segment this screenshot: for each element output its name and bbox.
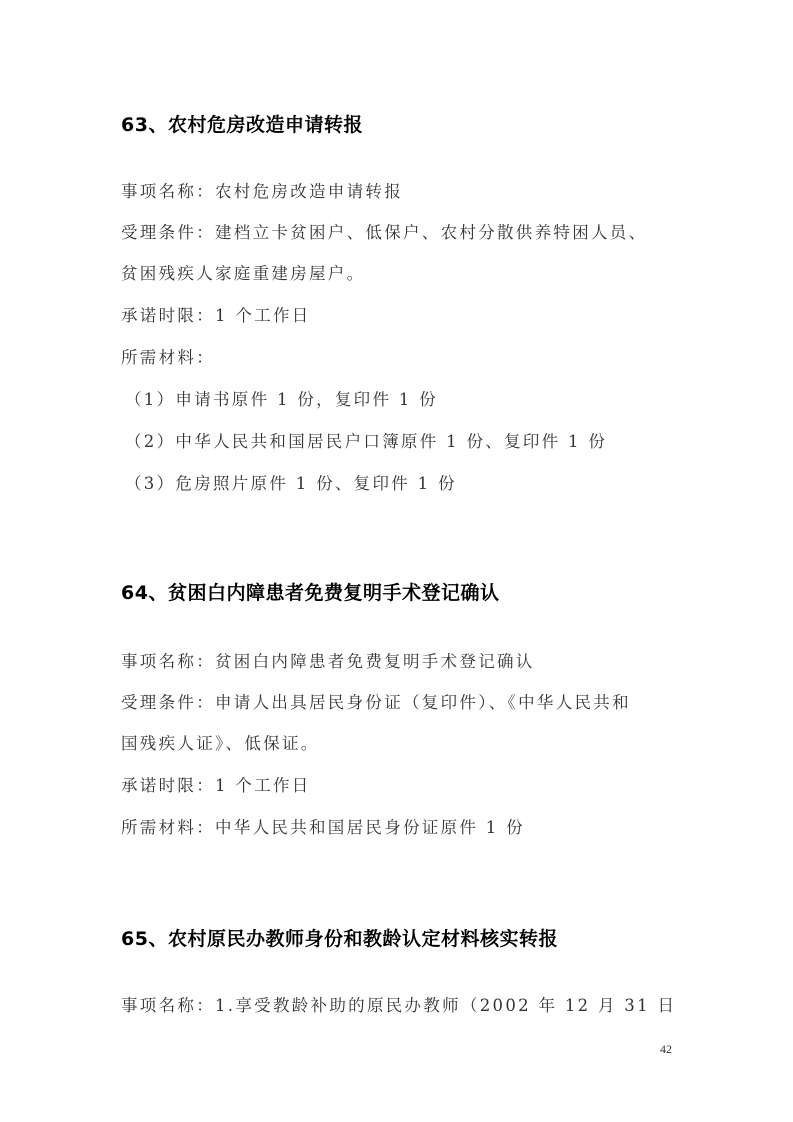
section-63-material-1: （1）申请书原件 1 份，复印件 1 份 — [125, 390, 438, 409]
section-64-conditions-cont: 国残疾人证》、低保证。 — [121, 734, 320, 753]
section-63-item-name: 事项名称：农村危房改造申请转报 — [121, 182, 403, 201]
section-64-item-name: 事项名称：贫困白内障患者免费复明手术登记确认 — [121, 652, 535, 671]
section-63-material-2: （2）中华人民共和国居民户口簿原件 1 份、复印件 1 份 — [125, 432, 608, 451]
section-64-title: 64、贫困白内障患者免费复明手术登记确认 — [121, 582, 500, 604]
section-64-materials: 所需材料：中华人民共和国居民身份证原件 1 份 — [121, 818, 525, 837]
section-64-time-limit: 承诺时限：1 个工作日 — [121, 776, 311, 795]
section-63-material-3: （3）危房照片原件 1 份、复印件 1 份 — [125, 474, 457, 493]
section-63-time-limit: 承诺时限：1 个工作日 — [121, 306, 311, 325]
section-63-conditions-cont: 贫困残疾人家庭重建房屋户。 — [121, 264, 366, 283]
section-63-title: 63、农村危房改造申请转报 — [121, 114, 363, 136]
section-65-item-name: 事项名称：1.享受教龄补助的原民办教师（2002 年 12 月 31 日 — [121, 996, 677, 1015]
section-63-conditions: 受理条件：建档立卡贫困户、低保户、农村分散供养特困人员、 — [121, 223, 648, 242]
section-65-title: 65、农村原民办教师身份和教龄认定材料核实转报 — [121, 928, 558, 950]
page-number: 42 — [660, 1042, 672, 1056]
section-64-conditions: 受理条件：申请人出具居民身份证（复印件）、《中华人民共和 — [121, 693, 631, 712]
section-63-materials-label: 所需材料： — [121, 348, 215, 367]
